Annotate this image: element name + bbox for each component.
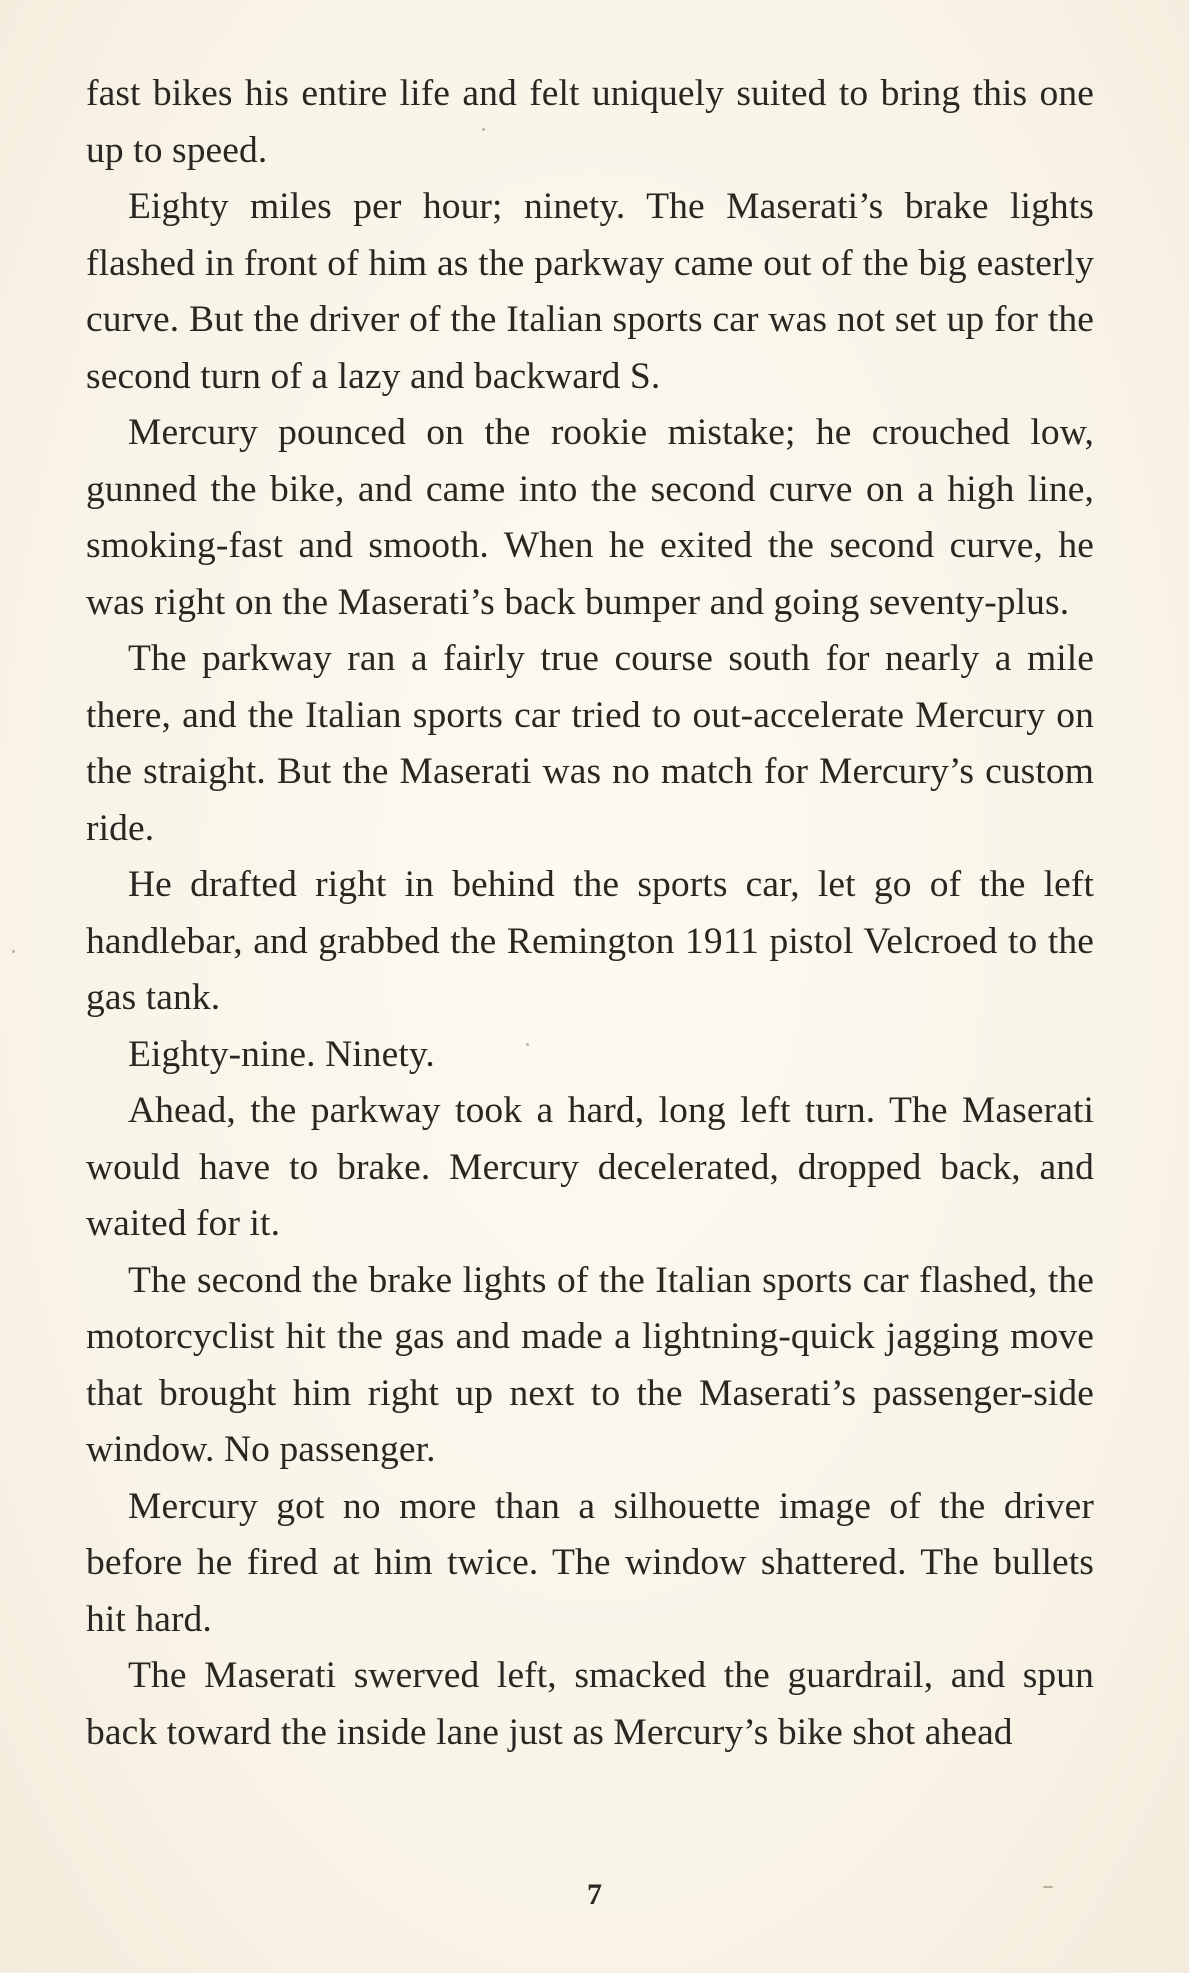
paragraph-3: Mercury pounced on the rookie mistake; he crouched low, gunned the bike, and came into the second curve on a high line, smoking-fast and smooth. When he exited the second curve, he was right on the Maserati’s back bumper and going seventy-plus. (86, 412, 1094, 623)
paragraph-5: He drafted right in behind the sports car, let go of the left handlebar, and grabbed the Remington 1911 pistol Velcroed to the gas tank. (86, 864, 1094, 1018)
paper-speck (482, 128, 485, 131)
paragraph-10: The Maserati swerved left, smacked the guardrail, and spun back toward the inside lane just as Mercury’s bike shot ahead (86, 1655, 1094, 1753)
paper-speck (526, 1043, 529, 1046)
paragraph-9: Mercury got no more than a silhouette image of the driver before he fired at him twice. The window shattered. The bullets hit hard. (86, 1485, 1094, 1640)
paragraph-6: Eighty-nine. Ninety. (128, 1033, 435, 1075)
paragraph-2: Eighty miles per hour; ninety. The Maserati’s brake lights flashed in front of him as the parkway came out of the big easterly curve. But the driver of the Italian sports car was not set up for the second turn of a lazy and backward S. (86, 186, 1094, 397)
paragraph-7: Ahead, the parkway took a hard, long left turn. The Maserati would have to brake. Mercury decelerated, dropped back, and waited for it. (86, 1090, 1094, 1244)
paragraph-4: The parkway ran a fairly true course south for nearly a mile there, and the Italian sports car tried to out-accelerate Mercury on the straight. But the Maserati was no match for Mercury’s custom ride. (86, 638, 1094, 849)
paragraph-1: fast bikes his entire life and felt uniquely suited to bring this one up to speed. (86, 73, 1094, 171)
paragraph-8: The second the brake lights of the Italian sports car flashed, the motorcyclist hit the gas and made a lightning-quick jagging move that brought him right up next to the Maserati’s passenger-side window. No passenger. (86, 1259, 1094, 1470)
paper-speck (12, 950, 15, 953)
paper-speck (1043, 1886, 1053, 1888)
page-number: 7 (587, 1878, 602, 1911)
body-text (86, 66, 1094, 1761)
